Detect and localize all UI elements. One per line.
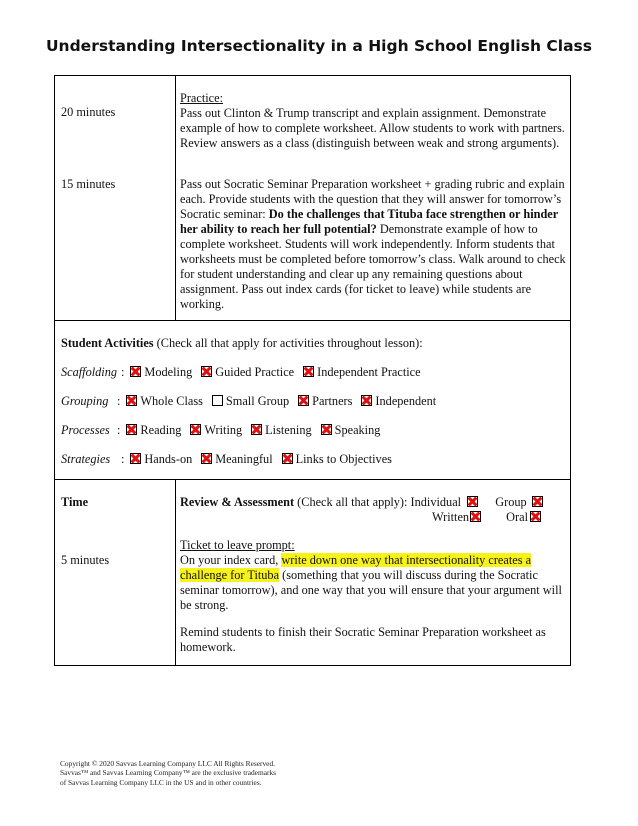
activity-checkbox[interactable] [126, 395, 137, 406]
ticket-text-cont: (something that you will discuss during the Socratic seminar tomorrow), and one way that you will ensure that your argument will be strong. [180, 568, 562, 612]
activity-option [130, 452, 192, 466]
activity-row-label: Scaffolding [61, 365, 118, 379]
ticket-highlight: challenge for Tituba [180, 568, 280, 582]
time-header-text: Time [61, 495, 89, 509]
column-divider [175, 76, 176, 320]
activity-option [298, 394, 352, 408]
activity-row-label: Strategies [61, 452, 111, 466]
activity-checkbox[interactable] [251, 424, 262, 435]
activity-option-label: Reading [140, 423, 182, 437]
column-divider [175, 479, 176, 666]
activity-option [303, 365, 420, 379]
group-label: Group [495, 495, 527, 509]
activity-row-grouping [61, 394, 436, 409]
activity-option [126, 423, 181, 437]
written-checkbox[interactable] [470, 511, 481, 522]
time-cell: 15 minutes [61, 177, 116, 191]
ticket-cell [180, 538, 568, 613]
footer-line: of Savvas Learning Company LLC in the US and in other countries. [60, 777, 262, 787]
group-checkbox[interactable] [532, 496, 543, 507]
activity-option [201, 452, 272, 466]
activity-row-label: Grouping [61, 394, 109, 408]
activity-checkbox[interactable] [282, 453, 293, 464]
activity-option-label: Independent [375, 394, 437, 408]
activity-checkbox[interactable] [212, 395, 223, 406]
activity-option-label: Modeling [144, 365, 193, 379]
activity-checkbox[interactable] [126, 424, 137, 435]
row-divider [55, 320, 570, 321]
review-heading [180, 495, 543, 510]
activity-checkbox[interactable] [130, 453, 141, 464]
activity-checkbox[interactable] [190, 424, 201, 435]
activity-option [130, 365, 192, 379]
time-cell: 20 minutes [61, 105, 116, 119]
activity-option-label: Writing [204, 423, 243, 437]
review-heading-bold: Review & Assessment [180, 495, 295, 509]
time-cell: 5 minutes [61, 553, 110, 567]
ticket-text: On your index card, [180, 553, 282, 567]
activity-option [212, 394, 289, 408]
activity-row-processes [61, 423, 380, 438]
seminar-prep-cell [180, 177, 568, 312]
activity-option-label: Meaningful [215, 452, 273, 466]
activity-option [190, 423, 242, 437]
review-heading-line2 [432, 510, 541, 525]
time-header [61, 495, 88, 510]
ticket-highlight: write down one way that intersectionality creates a [281, 553, 532, 567]
activity-checkbox[interactable] [303, 366, 314, 377]
activity-checkbox[interactable] [201, 366, 212, 377]
activity-checkbox[interactable] [130, 366, 141, 377]
activity-row-label: Processes [61, 423, 110, 437]
activity-checkbox[interactable] [361, 395, 372, 406]
activity-option [321, 423, 381, 437]
seminar-prep-text: Pass out Socratic Seminar Preparation worksheet + grading rubric and explain each. Provide students with the question that they will answer for tomorrow’s Socratic seminar: [180, 177, 565, 221]
ticket-heading: Ticket to leave prompt: [180, 538, 295, 552]
copyright-footer [60, 759, 380, 787]
practice-cell [180, 91, 568, 151]
activity-row-scaffolding [61, 365, 421, 380]
label-colon: : [117, 423, 121, 437]
oral-label: Oral [506, 510, 529, 524]
seminar-question: Do the challenges that Tituba face strengthen or hinder her ability to reach her full potential? [180, 207, 558, 236]
label-colon: : [121, 452, 125, 466]
written-label: Written [432, 510, 470, 524]
heading-bold: Student Activities [61, 336, 154, 350]
lesson-table [54, 75, 571, 666]
activity-checkbox[interactable] [298, 395, 309, 406]
oral-checkbox[interactable] [530, 511, 541, 522]
activity-checkbox[interactable] [201, 453, 212, 464]
activity-option-label: Partners [312, 394, 353, 408]
review-heading-rest: (Check all that apply): Individual [294, 495, 462, 509]
activity-row-strategies [61, 452, 392, 467]
activity-option-label: Guided Practice [215, 365, 295, 379]
individual-checkbox[interactable] [467, 496, 478, 507]
label-colon: : [121, 365, 125, 379]
activity-option-label: Hands-on [144, 452, 193, 466]
practice-text: Pass out Clinton & Trump transcript and explain assignment. Demonstrate example of how to complete worksheet. Allow students to work with partners. Review answers as a class (distinguish between weak and strong arguments). [180, 106, 565, 150]
activity-option [282, 452, 392, 466]
footer-line: Copyright © 2020 Savvas Learning Company LLC All Rights Reserved. [60, 759, 275, 768]
activity-option-label: Small Group [225, 394, 290, 408]
activity-option [361, 394, 436, 408]
heading-rest: (Check all that apply for activities throughout lesson): [153, 336, 423, 350]
activity-option [251, 423, 311, 437]
page-title: Understanding Intersectionality in a High School English Class [45, 37, 593, 55]
activity-option [126, 394, 203, 408]
activity-option-label: Independent Practice [317, 365, 421, 379]
practice-heading: Practice: [180, 91, 224, 105]
activity-option-label: Listening [265, 423, 312, 437]
label-colon: : [117, 394, 121, 408]
activity-option-label: Whole Class [140, 394, 203, 408]
seminar-prep-text-cont: Demonstrate example of how to complete worksheet. Students will work independently. Inform students that worksheets must be completed before tomorrow’s class. Walk around to check for student understanding and clear up any remaining questions about assignment. Pass out index cards (for ticket to leave) while students are working. [180, 222, 566, 311]
reminder-cell: Remind students to finish their Socratic Seminar Preparation worksheet as homework. [180, 625, 546, 654]
row-divider [55, 479, 570, 480]
activity-option-label: Links to Objectives [295, 452, 392, 466]
student-activities-heading [61, 336, 423, 351]
activity-option-label: Speaking [334, 423, 381, 437]
activity-checkbox[interactable] [321, 424, 332, 435]
activity-option [201, 365, 294, 379]
footer-line: Savvas™ and Savvas Learning Company™ are the exclusive trademarks [60, 768, 277, 778]
